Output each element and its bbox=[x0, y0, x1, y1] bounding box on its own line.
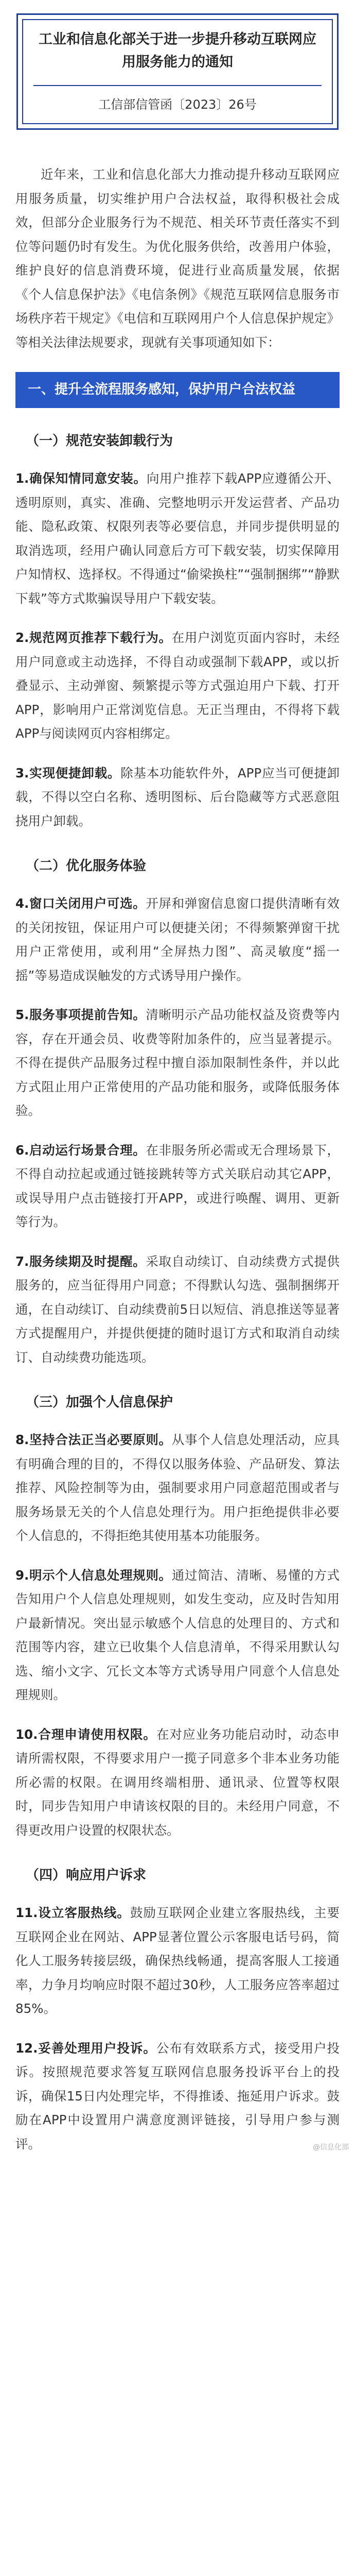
item-body: 鼓励互联网企业建立客服热线，主要互联网企业在网站、APP显著位置公示客服电话号码，简化人工服务转接层级，确保热线畅通，提高客服人工接通率，力争月均响应时限不超过30秒，人工服务应答率超过85%。 bbox=[15, 1905, 340, 2016]
item-body: 在非服务所必需或无合理场景下，不得自动拉起或通过链接跳转等方式关联启动其它APP，或误导用户点击链接打开APP，或进行唤醒、调用、更新等行为。 bbox=[15, 1142, 340, 1229]
item-heading: 5.服务事项提前告知。 bbox=[15, 1007, 146, 1022]
item-heading: 9.明示个人信息处理规则。 bbox=[15, 1567, 172, 1583]
item-body: 在对应业务功能启动时，动态申请所需权限，不得要求用户一揽子同意多个非本业务功能所必需的权限。在调用终端相册、通讯录、位置等权限时，同步告知用户申请该权限的目的。未经用户同意，不得更改用户设置的权限状态。 bbox=[15, 1726, 340, 1838]
group-title: （一）规范安装卸载行为 bbox=[26, 433, 173, 449]
list-item bbox=[15, 892, 340, 988]
group-title: （三）加强个人信息保护 bbox=[26, 1395, 173, 1410]
item-heading: 3.实现便捷卸载。 bbox=[15, 765, 121, 781]
list-item bbox=[15, 1250, 340, 1370]
title-divider bbox=[33, 85, 322, 86]
list-item bbox=[15, 467, 340, 611]
item-body: 在用户浏览页面内容时，未经用户同意或主动选择，不得自动或强制下载APP，或以折叠显示、主动弹窗、频繁提示等方式强迫用户下载、打开APP，影响用户正常浏览信息。无正当理由，不得将下载APP与阅读网页内容相绑定。 bbox=[15, 630, 340, 741]
intro-paragraph: 近年来，工业和信息化部大力推动提升移动互联网应用服务质量，切实维护用户合法权益，取得积极社会成效，但部分企业服务行为不规范、相关环节责任落实不到位等问题仍时有发生。为优化服务供给，改善用户体验，维护良好的信息消费环境，促进行业高质量发展，依据《个人信息保护法》《电信条例》《规范互联网信息服务市场秩序若干规定》《电信和互联网用户个人信息保护规定》等相关法律法规要求，现就有关事项通知如下： bbox=[15, 167, 340, 350]
list-item bbox=[15, 761, 340, 834]
list-item bbox=[15, 2037, 340, 2157]
list-item bbox=[15, 1564, 340, 1707]
section-1-banner: 一、提升全流程服务感知，保护用户合法权益 bbox=[15, 372, 340, 408]
item-body: 向用户推荐下载APP应遵循公开、透明原则，真实、准确、完整地明示开发运营者、产品功能、隐私政策、权限列表等必要信息，并同步提供明显的取消选项，经用户确认同意后方可下载安装，切实保障用户知情权、选择权。不得通过“偷梁换柱”“强制捆绑”“静默下载”等方式欺骗误导用户下载安装。 bbox=[15, 471, 340, 606]
item-heading: 2.规范网页推荐下载行为。 bbox=[15, 630, 172, 645]
item-heading: 10.合理申请使用权限。 bbox=[15, 1726, 156, 1742]
list-item bbox=[15, 1003, 340, 1123]
item-body: 从事个人信息处理活动，应具有明确合理的目的，不得仅以服务体验、产品研发、算法推荐、风险控制等为由，强制要求用户同意超范围或者与服务场景无关的个人信息处理行为。用户拒绝提供非必要个人信息的，不得拒绝其使用基本功能服务。 bbox=[15, 1432, 340, 1543]
item-heading: 7.服务续期及时提醒。 bbox=[15, 1253, 146, 1269]
list-item bbox=[15, 1901, 340, 2021]
list-item bbox=[15, 1139, 340, 1234]
notice-content bbox=[0, 163, 355, 2156]
list-item bbox=[15, 626, 340, 746]
item-body: 公布有效联系方式，接受用户投诉。按照规范要求答复互联网信息服务投诉平台上的投诉，确保15日内处理完毕，不得推诿、拖延用户诉求。鼓励在APP中设置用户满意度测评链接，引导用户参与测评。 bbox=[15, 2040, 340, 2151]
section-1-groups bbox=[15, 431, 340, 2156]
item-body: 开屏和弹窗信息窗口提供清晰有效的关闭按钮，保证用户可以便捷关闭；不得频繁弹窗干扰用户正常使用，或利用“全屏热力图”、高灵敏度“摇一摇”等易造成误触发的方式诱导用户操作。 bbox=[15, 896, 340, 983]
group-title: （四）响应用户诉求 bbox=[26, 1868, 147, 1883]
item-heading: 8.坚持合法正当必要原则。 bbox=[15, 1432, 172, 1447]
list-item bbox=[15, 1428, 340, 1548]
item-heading: 11.设立客服热线。 bbox=[15, 1905, 130, 1920]
item-body: 清晰明示产品功能权益及资费等内容，存在开通会员、收费等附加条件的，应当显著提示。不得在提供产品服务过程中擅自添加限制性条件，并以此方式阻止用户正常使用的产品功能和服务，或降低服务体验。 bbox=[15, 1007, 340, 1118]
item-body: 采取自动续订、自动续费方式提供服务的，应当征得用户同意；不得默认勾选、强制捆绑开通，在自动续订、自动续费前5日以短信、消息推送等显著方式提醒用户，并提供便捷的随时退订方式和取消自动续订、自动续费功能选项。 bbox=[15, 1253, 340, 1365]
watermark: @信息化部 bbox=[313, 2143, 349, 2151]
group-title: （二）优化服务体验 bbox=[26, 858, 147, 874]
title-box bbox=[16, 13, 339, 130]
page-title: 工业和信息化部关于进一步提升移动互联网应用服务能力的通知 bbox=[39, 31, 316, 70]
item-heading: 12.妥善处理用户投诉。 bbox=[15, 2040, 156, 2056]
item-body: 通过简洁、清晰、易懂的方式告知用户个人信息处理规则，如发生变动，应及时告知用户最新情况。突出显示敏感个人信息的处理目的、方式和范围等内容，建立已收集个人信息清单，不得采用默认勾选、缩小文字、冗长文本等方式诱导用户同意个人信息处理规则。 bbox=[15, 1567, 340, 1702]
item-heading: 1.确保知情同意安装。 bbox=[15, 471, 147, 486]
item-body: 除基本功能软件外，APP应当可便捷卸载，不得以空白名称、透明图标、后台隐藏等方式恶意阻挠用户卸载。 bbox=[15, 765, 340, 828]
list-item bbox=[15, 1723, 340, 1843]
item-heading: 4.窗口关闭用户可选。 bbox=[15, 896, 146, 911]
document-number: 工信部信管函〔2023〕26号 bbox=[98, 97, 257, 112]
item-heading: 6.启动运行场景合理。 bbox=[15, 1142, 146, 1158]
